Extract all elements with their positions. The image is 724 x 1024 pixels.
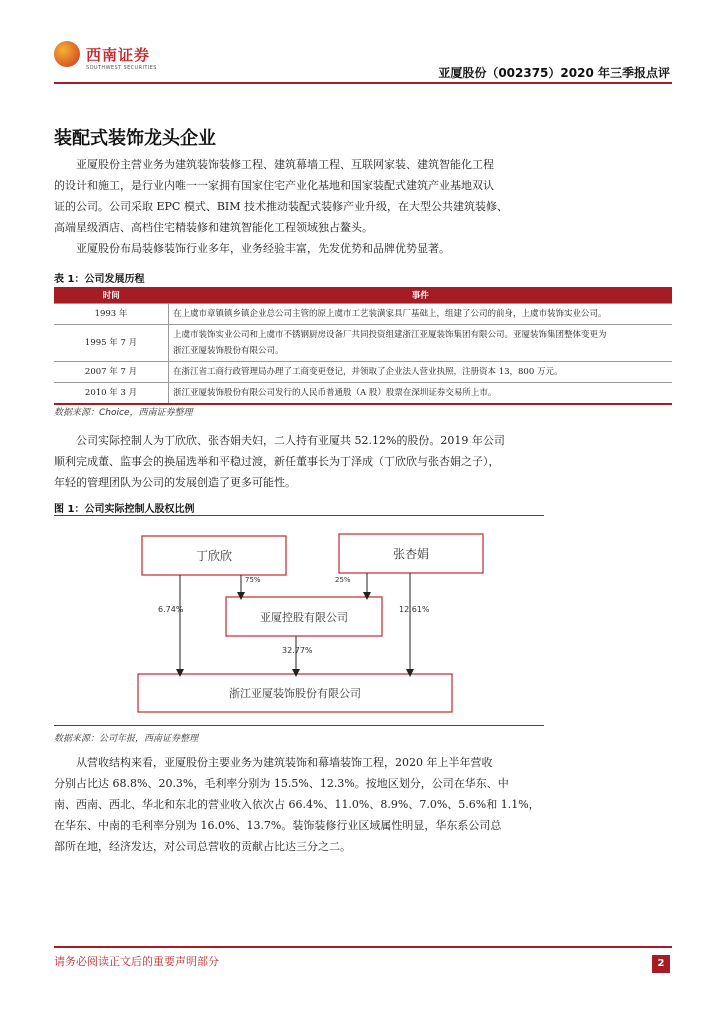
table-cell-year: 2010 年 3 月	[54, 383, 169, 405]
table-cell-year: 2007 年 7 月	[54, 362, 169, 383]
table-source: 数据来源：Choice，西南证券整理	[54, 408, 193, 418]
edge-label-ding-holding: 75%	[245, 576, 261, 584]
figure-caption: 图 1：公司实际控制人股权比例	[54, 504, 195, 515]
intro-line: 的设计和施工，是行业内唯一一家拥有国家住宅产业化基地和国家装配式建筑产业基地双认	[54, 179, 494, 192]
edge-label-zhang-holding: 25%	[335, 576, 351, 584]
table-header-time: 时间	[54, 287, 169, 304]
node-company-label: 浙江亚厦装饰股份有限公司	[229, 687, 361, 700]
table-cell-year: 1995 年 7 月	[54, 325, 169, 362]
table-caption: 表 1：公司发展历程	[54, 274, 145, 285]
footer-divider	[54, 946, 672, 948]
table-cell-event: 在上虞市章镇镇乡镇企业总公司主管的原上虞市工艺装潢家具厂基础上，组建了公司的前身，上虞市装饰实业公司。	[169, 304, 673, 325]
footer-disclaimer-link[interactable]: 请务必阅读正文后的重要声明部分	[54, 955, 219, 968]
table-row	[54, 325, 672, 362]
table-row	[54, 362, 672, 383]
page-number: 2	[652, 955, 670, 973]
development-table	[54, 287, 672, 405]
intro-paragraph	[54, 154, 672, 238]
intro-line: 证的公司。公司采取 EPC 模式、BIM 技术推动装配式装修产业升级，在大型公共建筑装修、	[54, 200, 509, 213]
intro-line: 高端星级酒店、高档住宅精装修和建筑智能化工程领域独占鳌头。	[54, 221, 373, 234]
ownership-diagram	[54, 516, 544, 726]
logo-icon	[54, 41, 80, 67]
table-row	[54, 383, 672, 405]
controller-paragraph: 公司实际控制人为丁欣欣、张杏娟夫妇，二人持有亚厦共 52.12%的股份。2019 年公司 顺利完成董、监事会的换届选举和平稳过渡，新任董事长为丁泽成（丁欣欣与张杏娟之子）， 年轻的管理团队为公司的发展创造了更多可能性。	[54, 434, 505, 489]
table-header-event: 事件	[169, 287, 673, 304]
logo-subtext: SOUTHWEST SECURITIES	[86, 65, 157, 71]
header-divider	[54, 82, 672, 84]
node-holding-label: 亚厦控股有限公司	[260, 611, 348, 624]
table-cell-event: 浙江亚厦装饰股份有限公司发行的人民币普通股（A 股）股票在深圳证券交易所上市。	[169, 383, 673, 405]
table-cell-event: 在浙江省工商行政管理局办理了工商变更登记，并领取了企业法人营业执照，注册资本 13，800 万元。	[169, 362, 673, 383]
node-zhang-label: 张杏娟	[392, 547, 430, 561]
table-cell-event: 上虞市装饰实业公司和上虞市不锈钢厨房设备厂共同投资组建浙江亚厦装饰集团有限公司。亚厦装饰集团整体变更为 浙江亚厦装饰股份有限公司。	[169, 325, 673, 362]
report-title: 亚厦股份（002375）2020 年三季报点评	[438, 66, 670, 80]
revenue-paragraph: 从营收结构来看，亚厦股份主要业务为建筑装饰和幕墙装饰工程，2020 年上半年营收 分别占比达 68.8%、20.3%，毛利率分别为 15.5%、12.3%。按地区划分，公司在华东、中 南、西南、西北、华北和东北的营业收入依次占 66.4%、11.0%、8.9%、7.0%、5.6%和 1.1%， 在华东、中南的毛利率分别为 16.0%、13.7%。装饰装修行业区域属性明显，华东系公司总 部所在地，经济发达，对公司总营收的贡献占比达三分之二。	[54, 756, 540, 853]
edge-label-zhang-company: 12.61%	[399, 605, 430, 614]
edge-label-holding-company: 32.77%	[282, 646, 313, 655]
edge-label-ding-company: 6.74%	[158, 605, 184, 614]
logo-text: 西南证券	[86, 46, 151, 64]
intro-paragraph-2: 亚厦股份布局装修装饰行业多年，业务经验丰富，先发优势和品牌优势显著。	[76, 242, 450, 255]
intro-line: 亚厦股份主营业务为建筑装饰装修工程、建筑幕墙工程、互联网家装、建筑智能化工程	[76, 158, 494, 171]
figure-bottom-rule	[54, 725, 544, 726]
table-row	[54, 304, 672, 325]
section-title: 装配式装饰龙头企业	[54, 128, 216, 149]
figure-source: 数据来源：公司年报，西南证券整理	[54, 734, 199, 744]
node-ding-label: 丁欣欣	[195, 549, 233, 563]
table-cell-year: 1993 年	[54, 304, 169, 325]
